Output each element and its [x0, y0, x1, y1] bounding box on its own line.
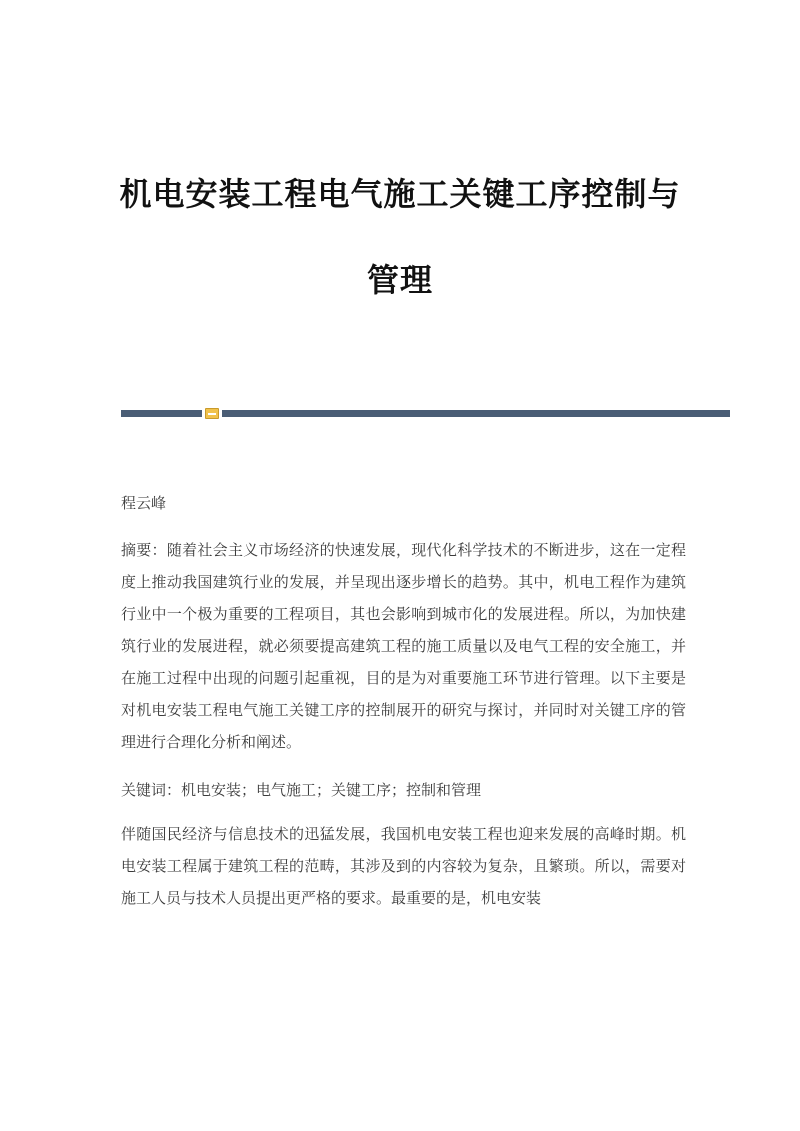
title-line-2: 管理 — [366, 261, 433, 299]
body-paragraph: 伴随国民经济与信息技术的迅猛发展，我国机电安装工程也迎来发展的高峰时期。机电安装工程属于建筑工程的范畴，其涉及到的内容较为复杂，且繁琐。所以，需要对施工人员与技术人员提出更严格的要求。最重要的是，机电安装 — [121, 825, 686, 907]
keywords-line: 关键词：机电安装；电气施工；关键工序；控制和管理 — [121, 781, 482, 799]
document-badge-icon — [205, 408, 219, 419]
divider-bar-left — [121, 410, 202, 417]
title-line-1: 机电安装工程电气施工关键工序控制与 — [119, 175, 681, 213]
document-title — [100, 175, 700, 299]
abstract-paragraph: 摘要：随着社会主义市场经济的快速发展，现代化科学技术的不断进步，这在一定程度上推动我国建筑行业的发展，并呈现出逐步增长的趋势。其中，机电工程作为建筑行业中一个极为重要的工程项目，其也会影响到城市化的发展进程。所以，为加快建筑行业的发展进程，就必须要提高建筑工程的施工质量以及电气工程的安全施工，并在施工过程中出现的问题引起重视，目的是为对重要施工环节进行管理。以下主要是对机电安装工程电气施工关键工序的控制展开的研究与探讨，并同时对关键工序的管理进行合理化分析和阐述。 — [121, 541, 686, 751]
divider-bar-right — [222, 410, 730, 417]
document-body — [121, 488, 686, 930]
title-divider — [121, 410, 730, 417]
author-name: 程云峰 — [121, 494, 167, 512]
